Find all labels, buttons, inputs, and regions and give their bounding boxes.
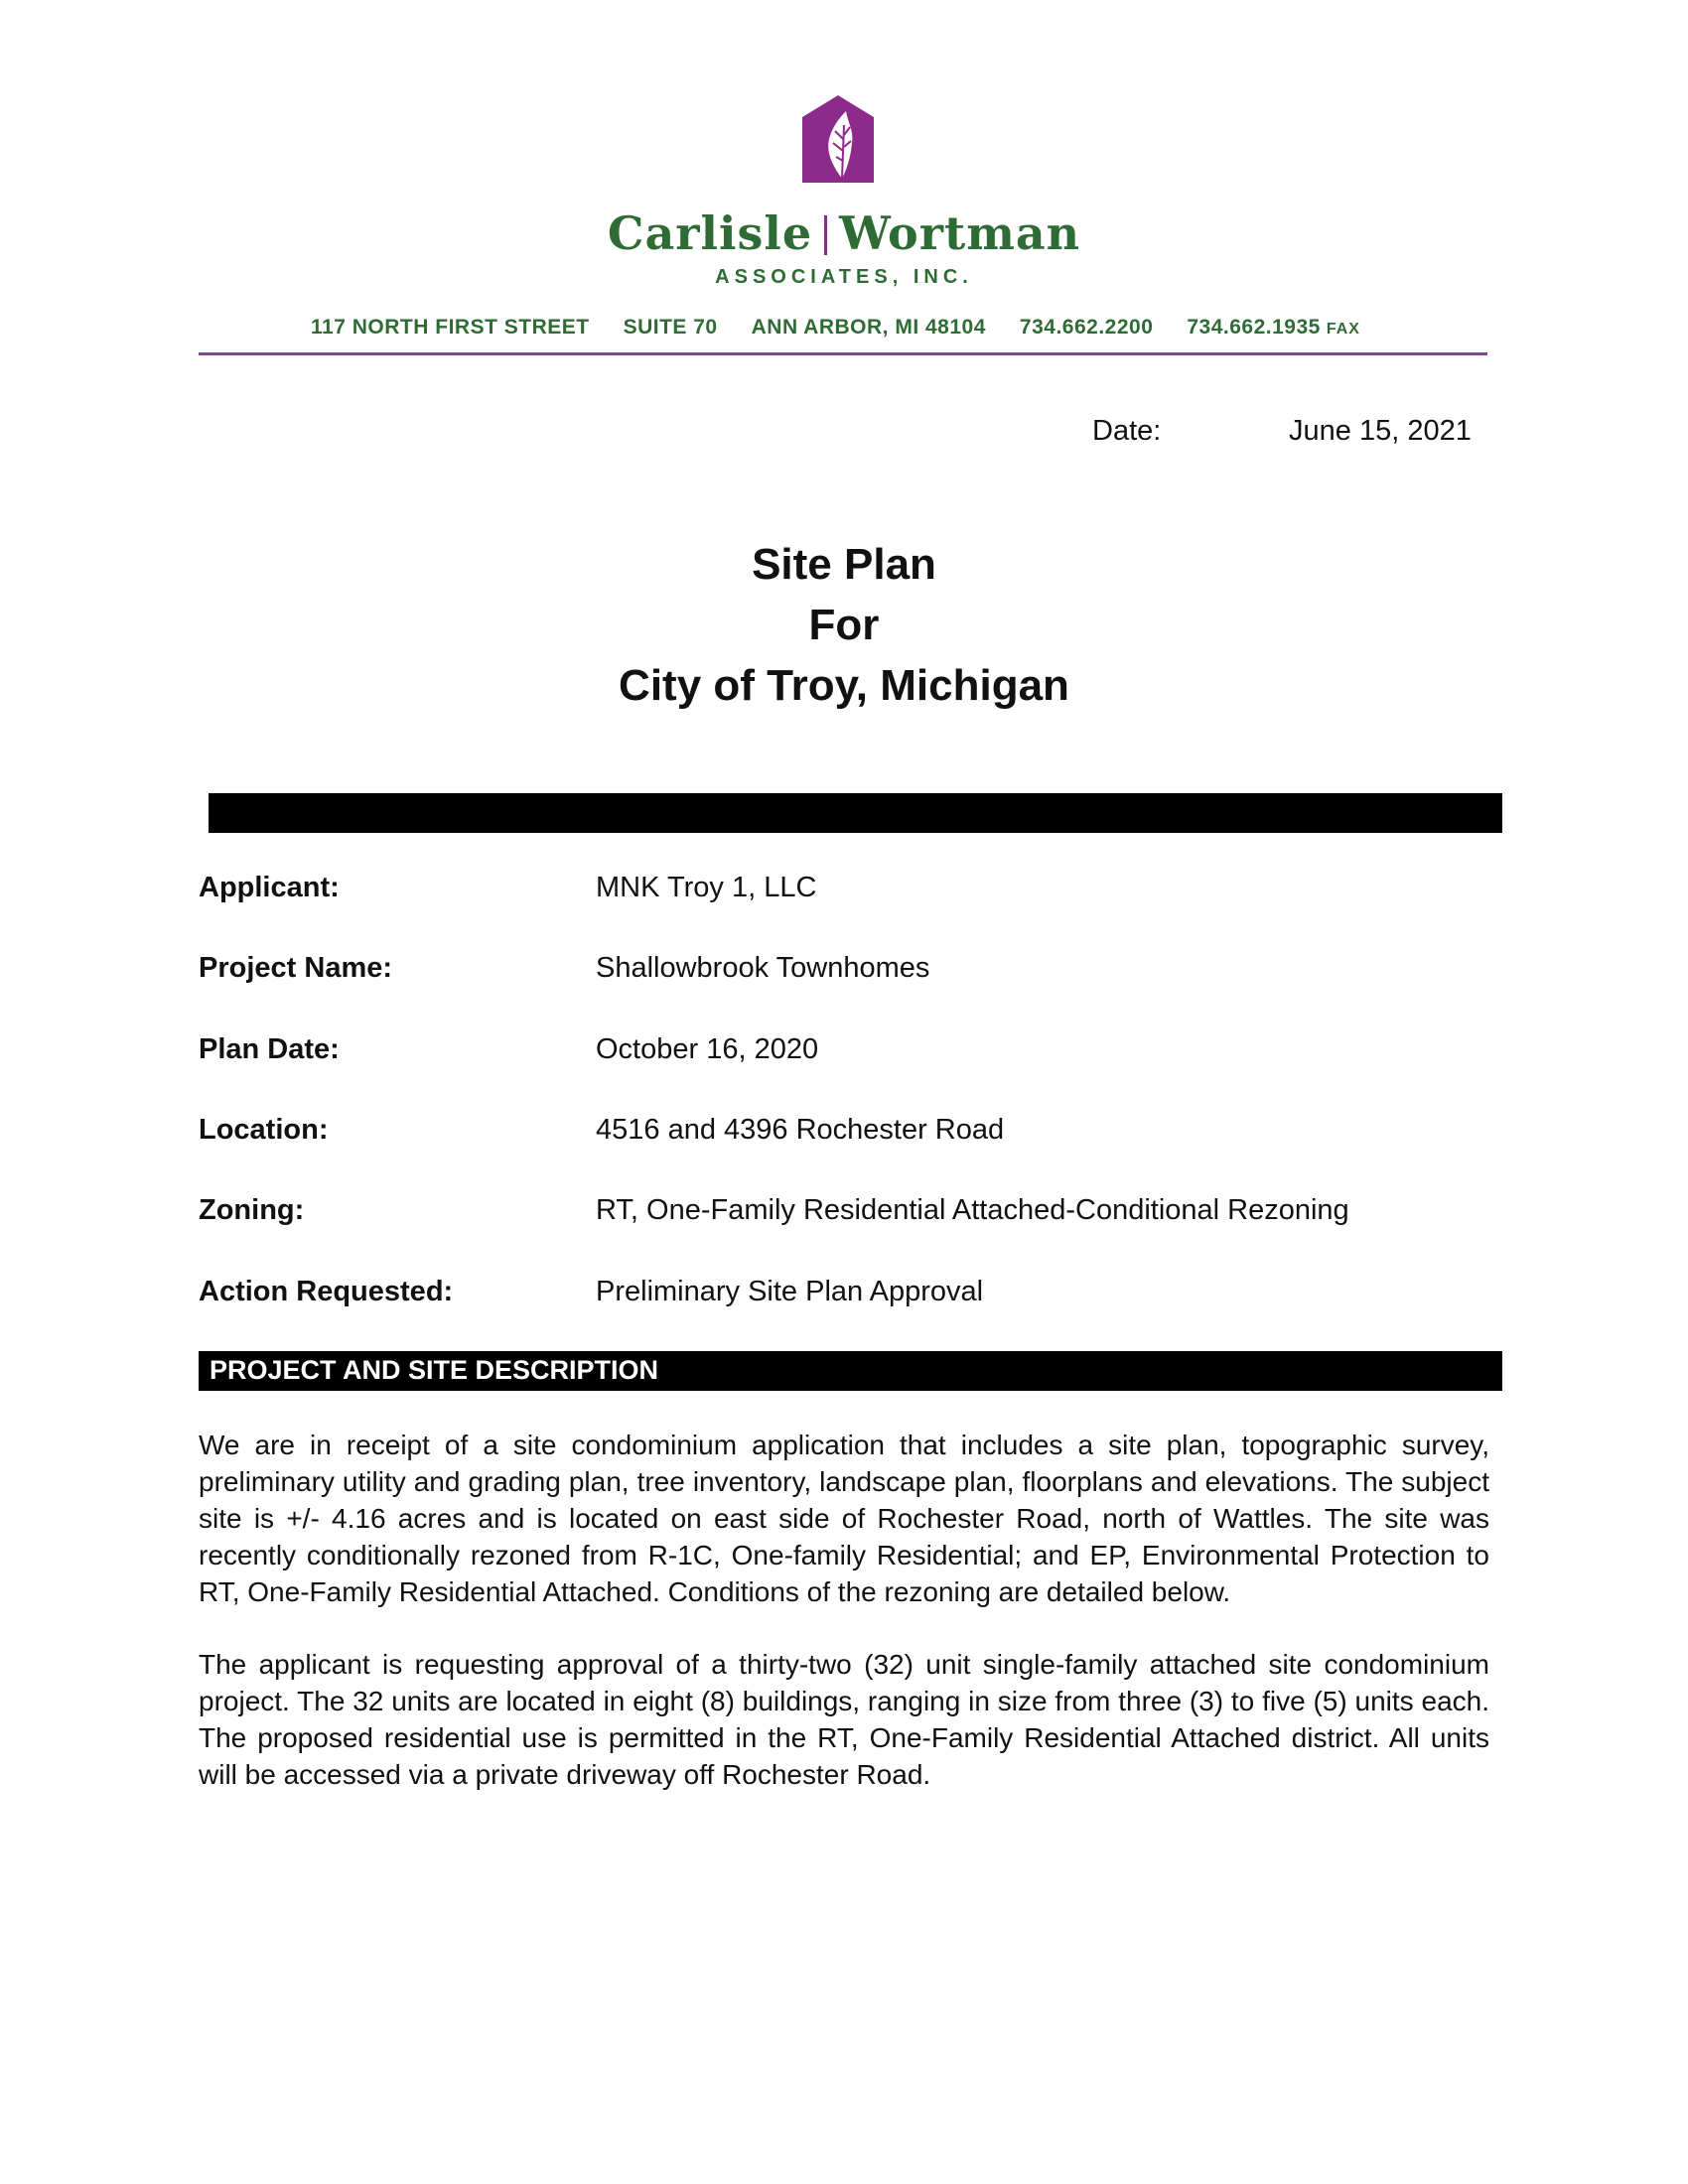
company-name-right: Wortman xyxy=(839,206,1081,260)
city-state-zip: ANN ARBOR, MI 48104 xyxy=(751,316,986,339)
fax-number: 734.662.1935 xyxy=(1187,316,1321,339)
house-leaf-logo-icon xyxy=(802,95,874,183)
field-applicant xyxy=(199,872,1499,911)
field-action-requested xyxy=(199,1276,1499,1315)
street-address: 117 NORTH FIRST STREET xyxy=(311,316,590,339)
name-divider xyxy=(824,215,827,255)
field-label: Project Name: xyxy=(199,952,393,984)
field-value: Shallowbrook Townhomes xyxy=(596,952,930,984)
company-subtitle: ASSOCIATES, INC. xyxy=(715,266,973,288)
address-line xyxy=(199,316,1489,340)
divider-bar xyxy=(209,793,1502,833)
fax-number-group xyxy=(1187,316,1377,340)
field-location xyxy=(199,1114,1499,1154)
date-value: June 15, 2021 xyxy=(1289,415,1472,447)
field-label: Action Requested: xyxy=(199,1276,454,1307)
document-title xyxy=(199,534,1489,716)
field-label: Applicant: xyxy=(199,872,340,903)
field-value: 4516 and 4396 Rochester Road xyxy=(596,1114,1005,1146)
title-line-2: For xyxy=(808,601,880,649)
paragraph: The applicant is requesting approval of a thirty-two (32) unit single-family attached site condominium project. The 32 units are located in eight (8) buildings, ranging in size from three (3) to five (5) units each. The proposed residential use is permitted in the RT, One-Family Residential Attached district. All units will be accessed via a private driveway off Rochester Road. xyxy=(199,1649,1489,1790)
fax-label: FAX xyxy=(1326,321,1360,338)
letterhead xyxy=(199,89,1489,357)
field-value: October 16, 2020 xyxy=(596,1033,819,1065)
section-heading-bar xyxy=(199,1351,1502,1391)
date-label: Date: xyxy=(1092,415,1162,447)
field-value: MNK Troy 1, LLC xyxy=(596,872,817,903)
letterhead-rule xyxy=(199,352,1487,355)
paragraph: We are in receipt of a site condominium application that includes a site plan, topographic survey, preliminary utility and grading plan, tree inventory, landscape plan, floorplans and elevations. The subject site is +/- 4.16 acres and is located on east side of Rochester Road, north of Wattles. The site was recently conditionally rezoned from R-1C, One-family Residential; and EP, Environmental Protection to RT, One-Family Residential Attached. Conditions of the rezoning are detailed below. xyxy=(199,1430,1489,1607)
phone-number: 734.662.2200 xyxy=(1019,316,1154,339)
title-line-1: Site Plan xyxy=(752,540,936,589)
field-label: Location: xyxy=(199,1114,329,1146)
field-zoning xyxy=(199,1194,1499,1234)
field-value: Preliminary Site Plan Approval xyxy=(596,1276,984,1307)
field-value: RT, One-Family Residential Attached-Conditional Rezoning xyxy=(596,1194,1349,1226)
title-line-3: City of Troy, Michigan xyxy=(619,661,1069,710)
field-plan-date xyxy=(199,1033,1499,1073)
company-name xyxy=(199,206,1489,260)
field-label: Zoning: xyxy=(199,1194,305,1226)
field-label: Plan Date: xyxy=(199,1033,340,1065)
suite: SUITE 70 xyxy=(623,316,718,339)
company-name-left: Carlisle xyxy=(607,206,813,260)
section-heading: PROJECT AND SITE DESCRIPTION xyxy=(210,1355,659,1385)
field-project-name xyxy=(199,952,1499,992)
